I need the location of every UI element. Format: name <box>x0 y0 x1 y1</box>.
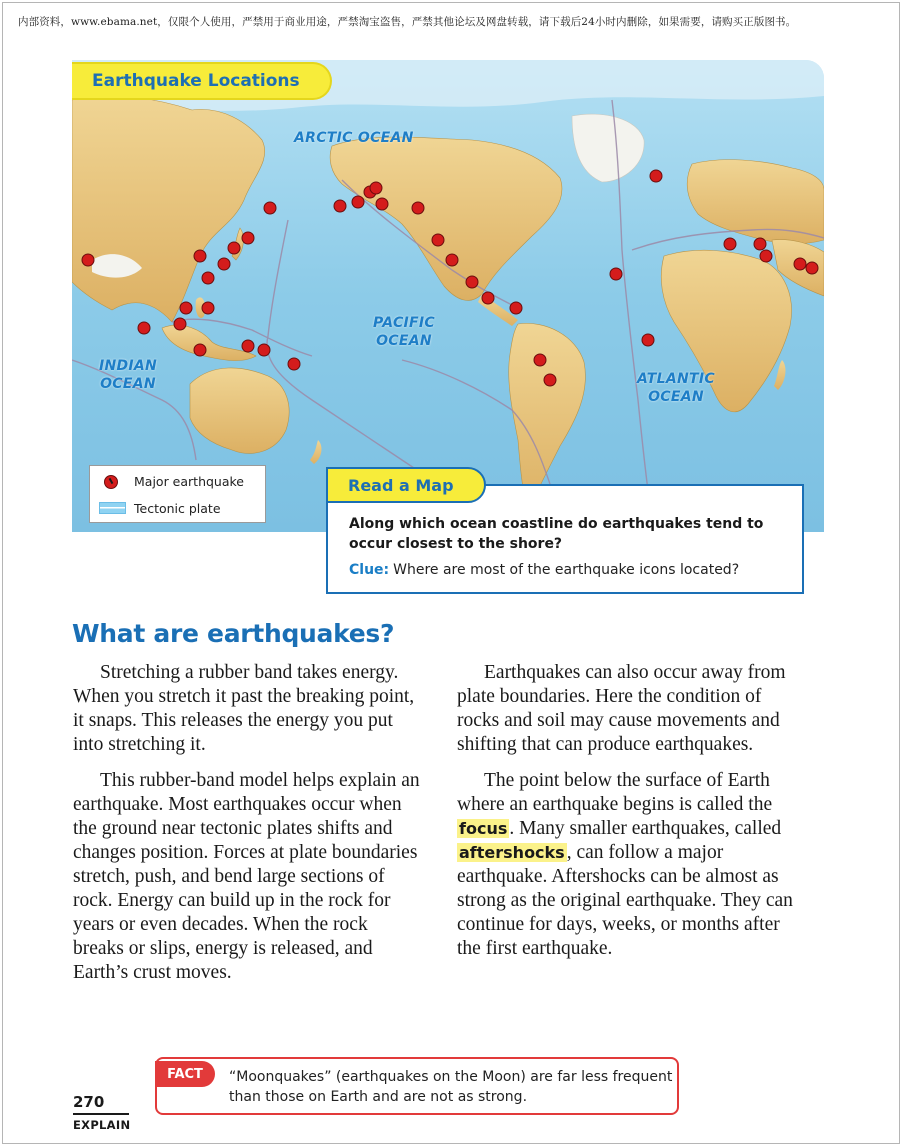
read-a-map-clue <box>349 562 739 578</box>
fact-tag: FACT <box>155 1061 215 1087</box>
map-title: Earthquake Locations <box>72 62 332 100</box>
tectonic-plate-icon <box>99 502 126 514</box>
section-heading: What are earthquakes? <box>72 619 395 648</box>
focus-text-a: The point below the surface of Earth where an earthquake begins is called the <box>457 770 773 815</box>
legend-plate-label: Tectonic plate <box>134 501 221 516</box>
indian-line-1: INDIAN <box>98 358 158 374</box>
legend-quake-label: Major earthquake <box>134 474 244 489</box>
paragraph-focus <box>457 769 807 961</box>
clue-text: Where are most of the earthquake icons located? <box>393 562 740 578</box>
label-indian-ocean <box>94 357 162 393</box>
pacific-line-2: OCEAN <box>376 333 432 349</box>
paragraph-rubber-band: Stretching a rubber band takes energy. When you stretch it past the breaking point, it snaps. This releases the energy you put into stretching it. <box>73 662 415 755</box>
label-arctic-ocean <box>294 129 414 147</box>
arctic-ocean-text: ARCTIC OCEAN <box>294 130 414 146</box>
pacific-line-1: PACIFIC <box>372 315 435 331</box>
atlantic-line-2: OCEAN <box>648 389 704 405</box>
earthquake-icon <box>104 475 118 489</box>
section-tag: EXPLAIN <box>73 1118 131 1132</box>
body-column-right <box>457 661 807 973</box>
body-column-left <box>73 661 423 997</box>
label-pacific-ocean <box>364 314 444 350</box>
read-a-map-question: Along which ocean coastline do earthquakes tend to occur closest to the shore? <box>349 516 764 552</box>
focus-text-c: , can follow a major earthquake. Aftershocks can be almost as strong as the original earthquake. They can continue for days, weeks, or months after the first earthquake. <box>457 842 793 959</box>
atlantic-line-1: ATLANTIC <box>637 371 715 387</box>
vocab-aftershocks[interactable]: aftershocks <box>459 843 565 862</box>
watermark-header: 内部资料，www.ebama.net，仅限个人使用，严禁用于商业用途，严禁淘宝盗售，严禁其他论坛及网盘转载，请下载后24小时内删除，如果需要，请购买正版图书。 <box>18 16 797 28</box>
page-number-rule <box>73 1113 129 1115</box>
page-number: 270 <box>73 1093 105 1111</box>
focus-text-b: . Many smaller earthquakes, called <box>509 818 782 839</box>
vocab-focus[interactable]: focus <box>459 819 508 838</box>
label-atlantic-ocean <box>630 370 722 406</box>
clue-label: Clue: <box>349 562 390 578</box>
fact-text: “Moonquakes” (earthquakes on the Moon) are far less frequent than those on Earth and are not as strong. <box>229 1069 673 1105</box>
paragraph-away-from-boundaries: Earthquakes can also occur away from plate boundaries. Here the condition of rocks and soil may cause movements and shifting that can produce earthquakes. <box>457 662 786 755</box>
earthquake-map <box>72 60 824 532</box>
map-legend <box>89 465 266 523</box>
indian-line-2: OCEAN <box>100 376 156 392</box>
paragraph-model: This rubber-band model helps explain an earthquake. Most earthquakes occur when the ground near tectonic plates shifts and changes position. Forces at plate boundaries stretch, push, and bend large sections of rock. Energy can build up in the rock for years or even decades. When the rock breaks or slips, energy is released, and Earth’s crust moves. <box>73 770 420 983</box>
read-a-map-tab: Read a Map <box>326 467 486 503</box>
